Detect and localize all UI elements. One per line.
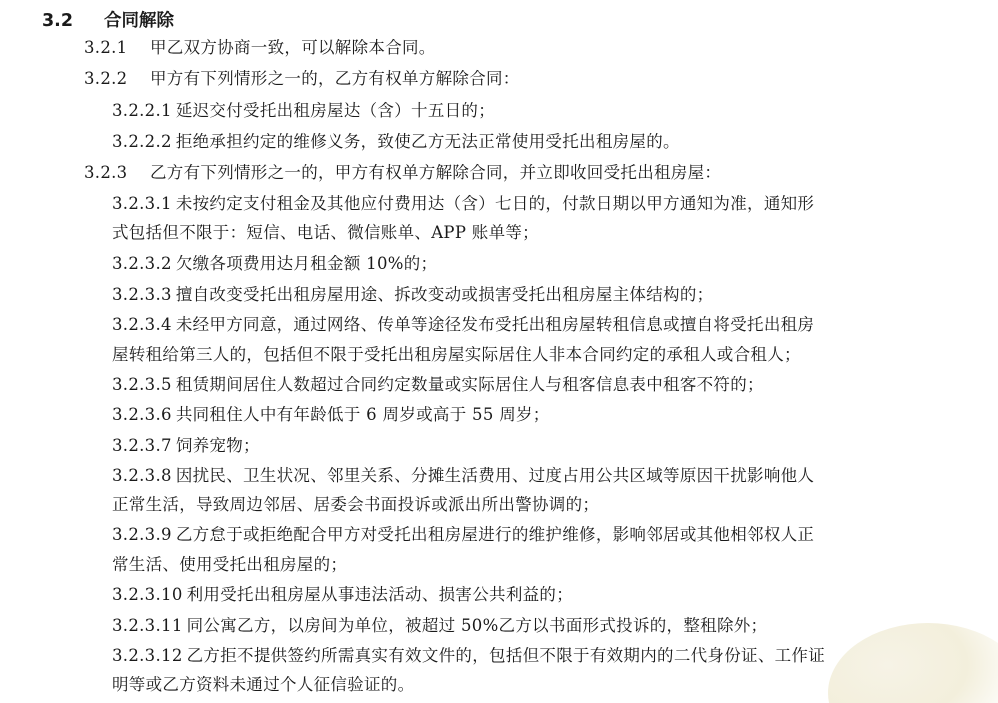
clause-text: 屋转租给第三人的，包括但不限于受托出租房屋实际居住人非本合同约定的承租人或合租人；	[112, 345, 801, 364]
clause-3-2-1	[84, 35, 436, 61]
clause-text: 共同租住人中有年龄低于 6 周岁或高于 55 周岁；	[175, 405, 550, 424]
clause-number: 3.2.3.3	[112, 285, 172, 304]
clause-number: 3.2.3.12	[112, 646, 183, 665]
clause-text: 未按约定支付租金及其他应付费用达（含）七日的，付款日期以甲方通知为准，通知形	[175, 194, 815, 213]
clause-3-2-3-1	[112, 191, 814, 217]
clause-text: 欠缴各项费用达月租金额 10%的；	[175, 254, 438, 273]
clause-text: 式包括但不限于：短信、电话、微信账单、APP 账单等；	[112, 223, 539, 242]
clause-3-2-3-2	[112, 251, 437, 277]
clause-3-2-3	[84, 160, 721, 186]
clause-number: 3.2.3.1	[112, 194, 172, 213]
clause-text: 乙方怠于或拒绝配合甲方对受托出租房屋进行的维护维修，影响邻居或其他相邻权人正	[175, 525, 815, 544]
clause-number: 3.2.3.8	[112, 466, 172, 485]
clause-number: 3.2.3	[84, 163, 128, 182]
clause-continuation	[112, 342, 801, 368]
clause-text: 未经甲方同意，通过网络、传单等途径发布受托出租房屋转租信息或擅自将受托出租房	[175, 315, 815, 334]
clause-text: 利用受托出租房屋从事违法活动、损害公共利益的；	[186, 585, 574, 604]
clause-text: 擅自改变受托出租房屋用途、拆改变动或损害受托出租房屋主体结构的；	[175, 285, 714, 304]
clause-text: 拒绝承担约定的维修义务，致使乙方无法正常使用受托出租房屋的。	[175, 132, 680, 151]
clause-number: 3.2.3.11	[112, 616, 183, 635]
clause-text: 正常生活，导致周边邻居、居委会书面投诉或派出所出警协调的；	[112, 495, 600, 514]
clause-3-2-3-7	[112, 433, 260, 459]
clause-number: 3.2.3.7	[112, 436, 172, 455]
clause-text: 乙方有下列情形之一的，甲方有权单方解除合同，并立即收回受托出租房屋：	[150, 163, 722, 182]
clause-number: 3.2.2.2	[112, 132, 172, 151]
clause-number: 3.2.3.2	[112, 254, 172, 273]
clause-continuation	[112, 552, 347, 578]
clause-3-2-3-10	[112, 582, 573, 608]
scan-corner-shading	[828, 623, 998, 703]
clause-number: 3.2.3.10	[112, 585, 183, 604]
clause-3-2-2	[84, 66, 520, 92]
clause-3-2-3-5	[112, 372, 764, 398]
clause-3-2-3-6	[112, 402, 550, 428]
section-heading	[42, 8, 174, 34]
clause-3-2-3-11	[112, 613, 767, 639]
clause-3-2-3-8	[112, 463, 814, 489]
clause-number: 3.2.2	[84, 69, 128, 88]
section-title: 合同解除	[104, 11, 174, 31]
clause-number: 3.2.3.4	[112, 315, 172, 334]
clause-number: 3.2.1	[84, 38, 128, 57]
clause-text: 饲养宠物；	[175, 436, 260, 455]
clause-number: 3.2.3.9	[112, 525, 172, 544]
clause-3-2-3-4	[112, 312, 814, 338]
clause-text: 延迟交付受托出租房屋达（含）十五日的；	[175, 101, 496, 120]
clause-number: 3.2.2.1	[112, 101, 172, 120]
clause-3-2-3-9	[112, 522, 814, 548]
clause-text: 乙方拒不提供签约所需真实有效文件的，包括但不限于有效期内的二代身份证、工作证	[186, 646, 826, 665]
clause-text: 因扰民、卫生状况、邻里关系、分摊生活费用、过度占用公共区域等原因干扰影响他人	[175, 466, 815, 485]
clause-number: 3.2.3.6	[112, 405, 172, 424]
clause-continuation	[112, 672, 414, 698]
clause-number: 3.2.3.5	[112, 375, 172, 394]
clause-text: 明等或乙方资料未通过个人征信验证的。	[112, 675, 415, 694]
clause-text: 租赁期间居住人数超过合同约定数量或实际居住人与租客信息表中租客不符的；	[175, 375, 764, 394]
clause-text: 常生活、使用受托出租房屋的；	[112, 555, 348, 574]
clause-3-2-2-2	[112, 129, 680, 155]
section-number: 3.2	[42, 11, 74, 31]
clause-3-2-3-12	[112, 643, 825, 669]
clause-3-2-2-1	[112, 98, 495, 124]
clause-continuation	[112, 220, 539, 246]
clause-text: 同公寓乙方，以房间为单位，被超过 50%乙方以书面形式投诉的，整租除外；	[186, 616, 768, 635]
clause-3-2-3-3	[112, 282, 713, 308]
clause-text: 甲乙双方协商一致，可以解除本合同。	[150, 38, 436, 57]
clause-continuation	[112, 492, 599, 518]
clause-text: 甲方有下列情形之一的，乙方有权单方解除合同：	[150, 69, 520, 88]
